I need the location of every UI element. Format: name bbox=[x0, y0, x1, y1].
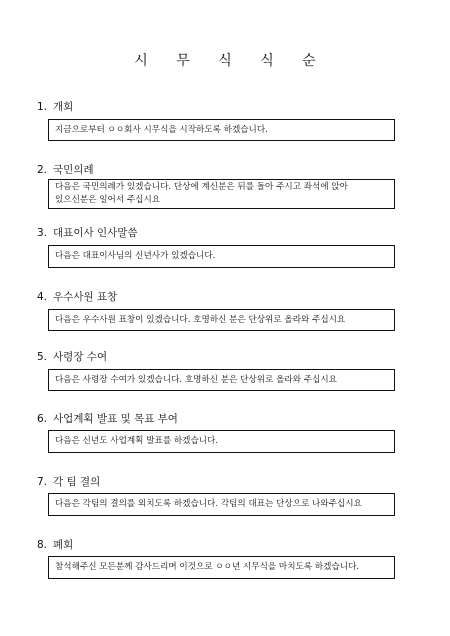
section-national-ceremony bbox=[37, 163, 407, 205]
section-business-plan bbox=[37, 412, 407, 446]
section-ceo-speech bbox=[37, 226, 407, 261]
section-text: 다음은 국민의례가 있겠습니다. 단상에 계신분은 뒤를 돌아 주시고 좌석에 앉아 있으신분은 일어서 주십시요 bbox=[55, 182, 348, 205]
section-title: 우수사원 표창 bbox=[53, 291, 118, 303]
section-text: 다음은 사령장 수여가 있겠습니다. 호명하신 분은 단상위로 올라와 주십시요 bbox=[55, 374, 337, 385]
section-text: 다음은 신년도 사업계획 발표를 하겠습니다. bbox=[55, 436, 219, 446]
section-number: 3. bbox=[37, 227, 48, 239]
section-heading bbox=[37, 350, 407, 364]
section-title: 사령장 수여 bbox=[53, 351, 108, 363]
section-number: 8. bbox=[37, 539, 48, 551]
section-text-box bbox=[48, 556, 395, 579]
page-title: 시 무 식 식 순 bbox=[134, 53, 328, 69]
section-heading bbox=[37, 163, 407, 177]
section-number: 5. bbox=[37, 351, 48, 363]
section-text-box bbox=[48, 430, 395, 453]
section-number: 6. bbox=[37, 413, 48, 425]
section-title: 국민의례 bbox=[53, 164, 94, 176]
section-text: 다음은 대표이사님의 신년사가 있겠습니다. bbox=[55, 251, 216, 261]
section-title: 대표이사 인사말씀 bbox=[53, 227, 138, 239]
section-heading bbox=[37, 412, 407, 426]
section-text-box bbox=[48, 369, 395, 391]
section-appointment bbox=[37, 350, 407, 385]
section-title: 개회 bbox=[53, 101, 74, 113]
section-heading bbox=[37, 538, 407, 552]
section-text-box bbox=[48, 309, 395, 331]
section-heading bbox=[37, 226, 407, 240]
section-title: 각 팀 결의 bbox=[53, 476, 101, 488]
section-number: 4. bbox=[37, 291, 48, 303]
section-title: 사업계획 발표 및 목표 부여 bbox=[53, 413, 178, 425]
section-text: 참석해주신 모든분께 감사드리며 이것으로 ㅇㅇ년 시무식을 마치도록 하겠습니다. bbox=[55, 562, 360, 572]
section-opening bbox=[37, 100, 407, 135]
section-title: 폐회 bbox=[53, 539, 74, 551]
section-text-box bbox=[48, 245, 395, 268]
section-number: 2. bbox=[37, 164, 48, 176]
section-text: 지금으로부터 ㅇㅇ회사 시무식을 시작하도록 하겠습니다. bbox=[55, 124, 268, 135]
section-heading bbox=[37, 290, 407, 304]
section-text-box bbox=[48, 179, 395, 209]
section-text: 다음은 우수사원 표창이 있겠습니다. 호명하신 분은 단상위로 올라와 주십시요 bbox=[55, 314, 346, 325]
section-heading bbox=[37, 475, 407, 489]
section-team-resolution bbox=[37, 475, 407, 509]
section-text: 다음은 각팀의 결의를 외치도록 하겠습니다. 각팀의 대표는 단상으로 나와주십시요 bbox=[55, 499, 362, 509]
section-text-box bbox=[48, 493, 395, 516]
section-text-box bbox=[48, 119, 395, 141]
section-number: 7. bbox=[37, 476, 48, 488]
section-closing bbox=[37, 538, 407, 572]
section-employee-award bbox=[37, 290, 407, 325]
section-heading bbox=[37, 100, 407, 114]
section-number: 1. bbox=[37, 101, 48, 113]
